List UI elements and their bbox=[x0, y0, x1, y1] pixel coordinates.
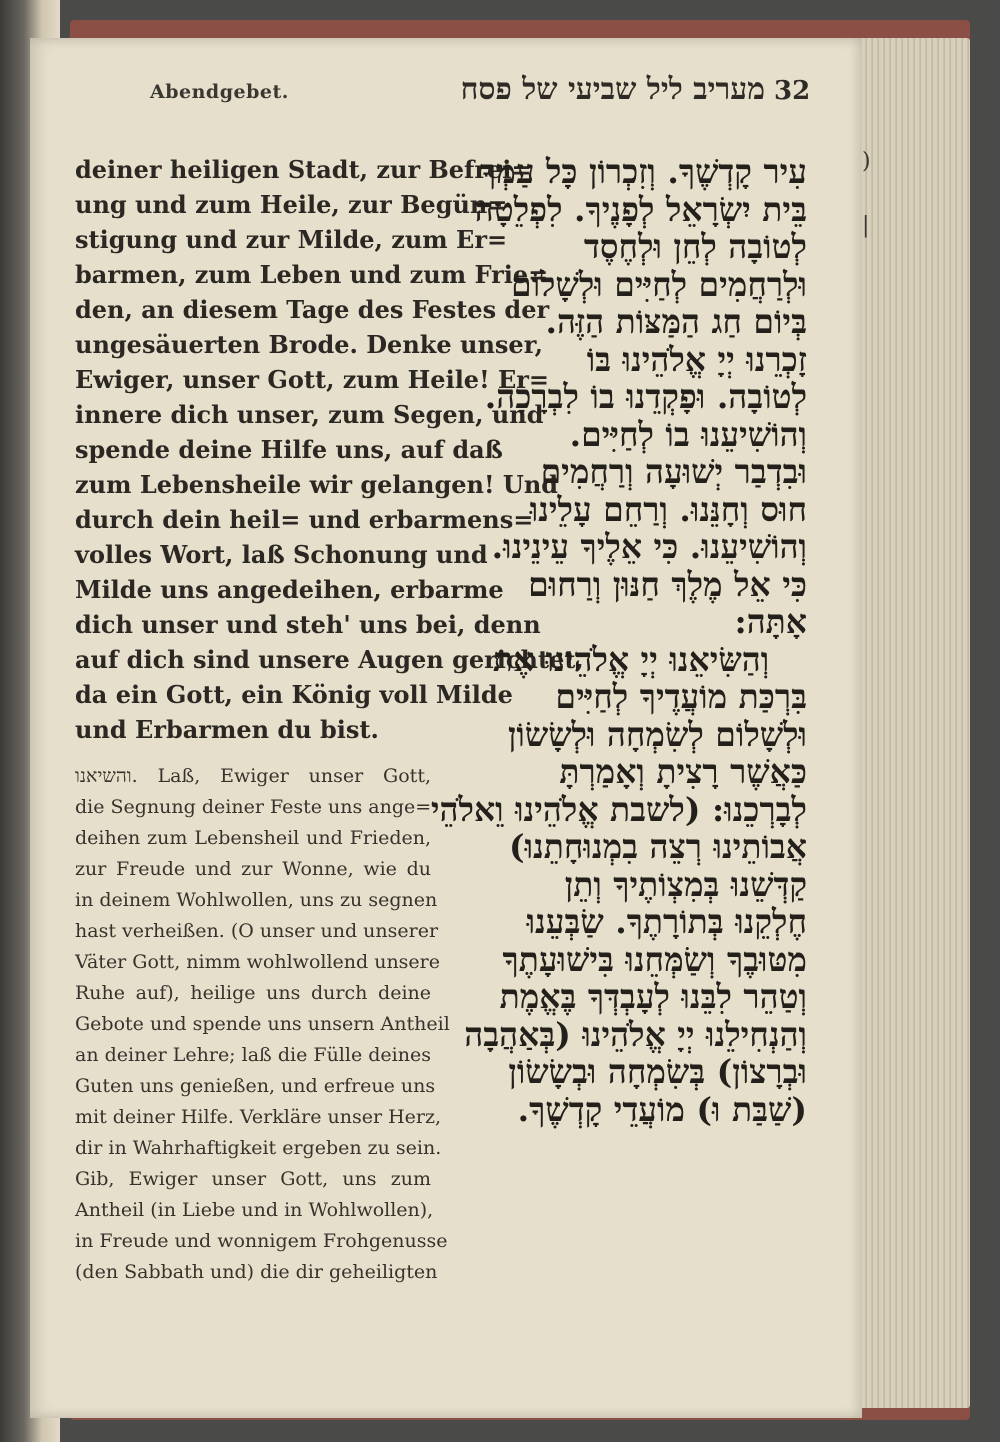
german-main-text bbox=[75, 152, 584, 747]
note-line: Gebote und spende uns unsern Antheil bbox=[75, 1013, 450, 1035]
note-line: deihen zum Lebensheil und Frieden, bbox=[75, 827, 431, 849]
hebrew-line: בִּרְכַּת מוֹעֲדֶיךָ לְחַיִּים bbox=[555, 677, 807, 716]
page-number: 32 bbox=[774, 76, 811, 106]
german-line: volles Wort, laß Schonung und bbox=[75, 540, 488, 569]
note-line: die Segnung deiner Feste uns ange= bbox=[75, 796, 432, 818]
margin-marks: ) | bbox=[862, 149, 871, 238]
german-line: auf dich sind unsere Augen gerichtet, bbox=[75, 645, 584, 674]
hebrew-line: קַדְּשֵׁנוּ בְּמִצְוֹתֶיךָ וְתֵן bbox=[564, 864, 807, 904]
note-line: zur Freude und zur Wonne, wie du bbox=[75, 858, 431, 880]
german-line: spende deine Hilfe uns, auf daß bbox=[75, 435, 503, 464]
hebrew-line: וְהַנְחִילֵנוּ יְיָ אֱלֹהֵינוּ (בְּאַהֲבָה bbox=[464, 1014, 807, 1054]
german-line: den, an diesem Tage des Festes der bbox=[75, 295, 550, 324]
hebrew-line: חוּס וְחָנֵּנוּ. וְרַחֵם עָלֵינוּ bbox=[529, 489, 807, 529]
note-line: in deinem Wohlwollen, uns zu segnen bbox=[75, 889, 438, 911]
hebrew-line: עִיר קָדְשֶׁךָ. וְזִכְרוֹן כָּל עַמְּךָ bbox=[480, 152, 807, 191]
note-line: in Freude und wonnigem Frohgenusse bbox=[75, 1230, 448, 1252]
german-translation-column bbox=[75, 152, 584, 1288]
german-line: ungesäuerten Brode. Denke unser, bbox=[75, 330, 543, 359]
german-line: deiner heiligen Stadt, zur Befrei= bbox=[75, 155, 532, 184]
running-header-hebrew: מעריב ליל שביעי של פסח bbox=[460, 72, 765, 107]
note-line: hast verheißen. (O unser und unserer bbox=[75, 920, 439, 942]
hebrew-line: לְטוֹבָה לְחֵן וּלְחֶסֶד bbox=[583, 227, 807, 266]
hebrew-line: וְהַשִּׂיאֵנוּ יְיָ אֱלֹהֵינוּ אֶת bbox=[492, 639, 770, 679]
hebrew-line: אָתָּה: bbox=[734, 602, 807, 641]
hebrew-line: וּבִדְבַר יְשׁוּעָה וְרַחֲמִים bbox=[540, 452, 807, 491]
german-note-text bbox=[75, 761, 450, 1288]
german-line: Milde uns angedeihen, erbarme bbox=[75, 575, 504, 604]
hebrew-line: וְהוֹשִׁיעֵנוּ בוֹ לְחַיִּים. bbox=[569, 414, 807, 454]
note-line: Ruhe auf), heilige uns durch deine bbox=[75, 982, 431, 1004]
hebrew-line: בֵּית יִשְׂרָאֵל לְפָנֶיךָ. לִפְלֵטָה bbox=[474, 189, 807, 229]
note-line: Väter Gott, nimm wohlwollend unsere bbox=[75, 951, 441, 973]
german-line: zum Lebensheile wir gelangen! Und bbox=[75, 470, 559, 499]
hebrew-line: כַּאֲשֶׁר רָצִיתָ וְאָמַרְתָּ bbox=[559, 752, 807, 791]
german-line: und Erbarmen du bist. bbox=[75, 715, 379, 744]
hebrew-line: לְבָרְכֵנוּ: (לשבת אֱלֹהֵינוּ וֵאלֹהֵי bbox=[430, 789, 807, 829]
hebrew-line: מִטּוּבֶךָ וְשַׂמְּחֵנוּ בִּישׁוּעָתֶךָ bbox=[502, 939, 807, 979]
hebrew-line: כִּי אֵל מֶלֶךְ חַנּוּן וְרַחוּם bbox=[528, 564, 807, 604]
german-line: barmen, zum Leben und zum Frie= bbox=[75, 260, 549, 289]
hebrew-line: (שַׁבַּת וּ) מוֹעֲדֵי קָדְשֶׁךָ. bbox=[517, 1089, 807, 1129]
german-line: dich unser und steh' uns bei, denn bbox=[75, 610, 541, 639]
hebrew-line: וְטַהֵר לִבֵּנוּ לְעָבְדְּךָ בֶּאֱמֶת bbox=[499, 977, 807, 1016]
note-line: (den Sabbath und) die dir geheiligten bbox=[75, 1261, 438, 1283]
hebrew-line: לְטוֹבָה. וּפָקְדֵנוּ בוֹ לִבְרָכָה. bbox=[484, 377, 807, 416]
hebrew-line: וּלְרַחֲמִים לְחַיִּים וּלְשָׁלוֹם bbox=[511, 264, 807, 304]
hebrew-line: וּבְרָצוֹן) בְּשִׂמְחָה וּבְשָׂשׂוֹן bbox=[508, 1052, 807, 1091]
hebrew-line: וּלְשָׁלוֹם לְשִׂמְחָה וּלְשָׂשׂוֹן bbox=[507, 714, 807, 754]
hebrew-line: זָכְרֵנוּ יְיָ אֱלֹהֵינוּ בּוֹ bbox=[586, 339, 807, 379]
german-line: durch dein heil= und erbarmens= bbox=[75, 505, 534, 534]
hebrew-line: אֲבוֹתֵינוּ רְצֵה בִמְנוּחָתֵנוּ) bbox=[508, 827, 807, 866]
note-line: Gib, Ewiger unser Gott, uns zum bbox=[75, 1168, 431, 1190]
note-line: Antheil (in Liebe und in Wohlwollen), bbox=[75, 1199, 434, 1221]
note-line: Guten uns genießen, und erfreue uns bbox=[75, 1075, 436, 1097]
german-line: stigung und zur Milde, zum Er= bbox=[75, 225, 508, 254]
note-line: dir in Wahrhaftigkeit ergeben zu sein. bbox=[75, 1137, 442, 1159]
hebrew-line: בְּיוֹם חַג הַמַּצּוֹת הַזֶּה. bbox=[545, 302, 807, 341]
german-line: innere dich unser, zum Segen, und bbox=[75, 400, 544, 429]
german-line: ung und zum Heile, zur Begün= bbox=[75, 190, 508, 219]
note-line: והשיאנו. Laß, Ewiger unser Gott, bbox=[75, 765, 431, 787]
german-line: Ewiger, unser Gott, zum Heile! Er= bbox=[75, 365, 550, 394]
hebrew-text-column bbox=[430, 152, 807, 1129]
hebrew-line: וְהוֹשִׁיעֵנוּ. כִּי אֵלֶיךָ עֵינֵינוּ. bbox=[491, 527, 807, 566]
german-line: da ein Gott, ein König voll Milde bbox=[75, 680, 513, 709]
note-line: an deiner Lehre; laß die Fülle deines bbox=[75, 1044, 431, 1066]
hebrew-line: חֶלְקֵנוּ בְּתוֹרָתֶךָ. שַׂבְּעֵנוּ bbox=[526, 902, 807, 941]
running-header-german: Abendgebet. bbox=[150, 81, 289, 103]
note-line: mit deiner Hilfe. Verkläre unser Herz, bbox=[75, 1106, 442, 1128]
